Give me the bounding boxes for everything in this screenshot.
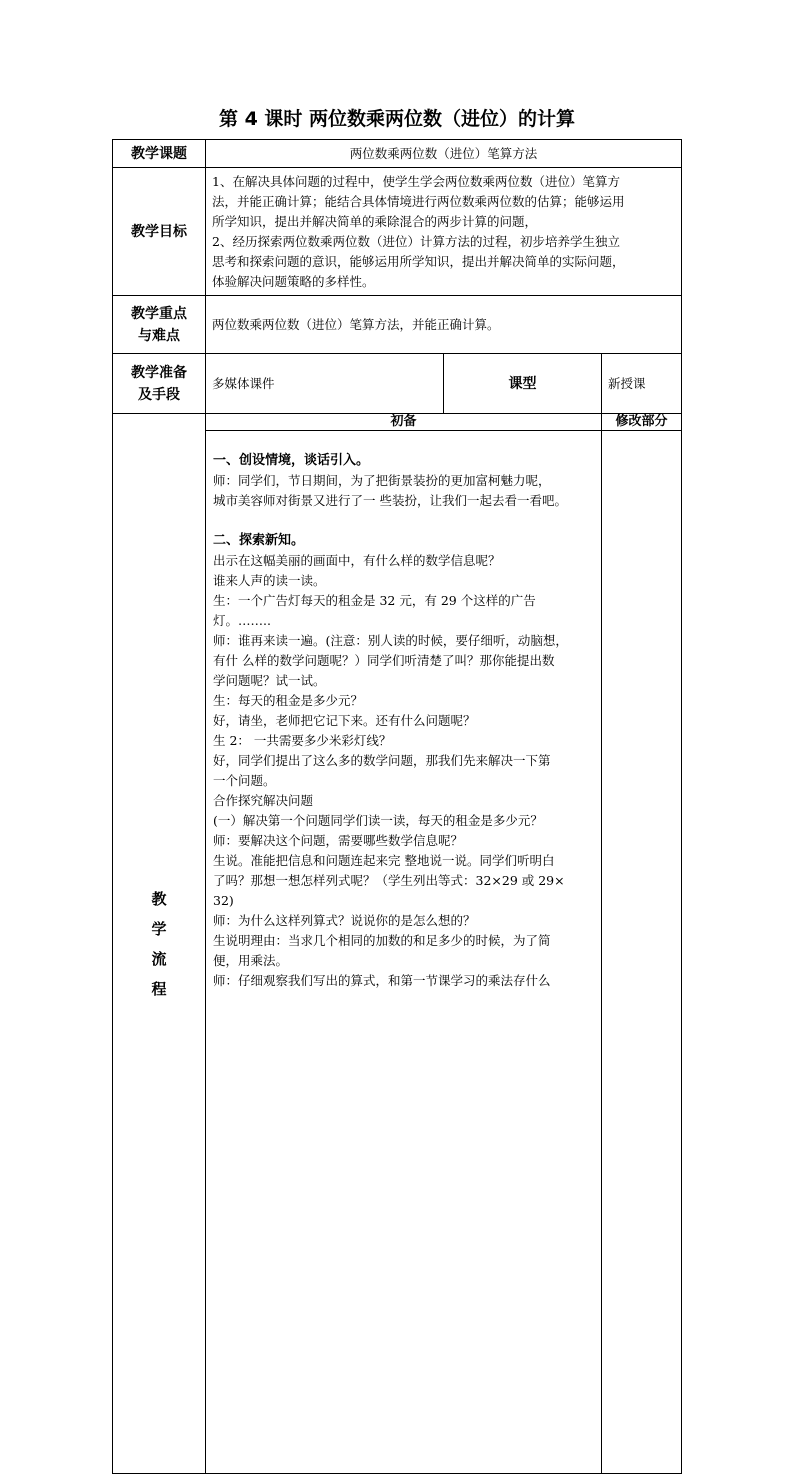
flow-line: 生：每天的租金是多少元？ (213, 693, 364, 708)
flow-label-char: 程 (151, 979, 167, 998)
revise-content (602, 431, 682, 1474)
flow-line: 生说。准能把信息和问题连起来完 整地说一说。同学们听明白 (213, 853, 555, 868)
goal-line: 法，并能正确计算；能结合具体情境进行两位数乘两位数的估算；能够运用 (212, 193, 625, 209)
flow-content (206, 431, 602, 1474)
section2-heading: 二、探索新知。 (213, 533, 305, 548)
table-row-prep (113, 354, 682, 414)
flow-line: 便，用乘法。 (213, 953, 289, 968)
flow-line: 有什 么样的数学问题呢？）同学们听清楚了叫？那你能提出数 (213, 653, 555, 668)
flow-line: (一）解决第一个问题同学们读一读，每天的租金是多少元？ (213, 813, 543, 828)
draft-header: 初备 (206, 414, 602, 431)
topic-value: 两位数乘两位数（进位）笔算方法 (206, 140, 682, 168)
flow-label (113, 414, 206, 1474)
goal-line: 2、经历探索两位数乘两位数（进位）计算方法的过程，初步培养学生独立 (212, 233, 620, 249)
type-label: 课型 (444, 354, 602, 414)
goal-label: 教学目标 (113, 168, 206, 296)
key-value: 两位数乘两位数（进位）笔算方法，并能正确计算。 (206, 296, 682, 354)
key-label (113, 296, 206, 354)
section1-heading: 一、创设情境，谈话引入。 (213, 453, 370, 468)
page-title: 第 4 课时 两位数乘两位数（进位）的计算 (218, 108, 576, 130)
type-value: 新授课 (602, 354, 682, 414)
table-row-flow-header (113, 414, 682, 431)
flow-line: 师：为什么这样列算式？说说你的是怎么想的？ (213, 913, 476, 928)
flow-line: 了吗？那想一想怎样列式呢？（学生列出等式：32×29 或 29× (213, 873, 565, 888)
goal-line: 体验解决问题策略的多样性。 (212, 273, 375, 289)
flow-label-char: 流 (151, 949, 167, 968)
table-row-goal (113, 168, 682, 296)
table-row-key (113, 296, 682, 354)
prep-label-line: 及手段 (138, 386, 180, 403)
flow-line: 师：要解决这个问题，需要哪些数学信息呢？ (213, 833, 464, 848)
flow-label-char: 学 (151, 919, 167, 938)
revise-header: 修改部分 (602, 414, 682, 431)
flow-line: 学问题呢？试一试。 (213, 673, 326, 688)
key-label-line: 教学重点 (131, 305, 187, 322)
flow-line: 师：谁再来读一遍。(注意：别人读的时候，要仔细听，动脑想， (213, 633, 568, 648)
flow-line: 师：仔细观察我们写出的算式，和第一节课学习的乘法存什么 (213, 973, 551, 988)
flow-line: 生说明理由：当求几个相同的加数的和足多少的时候，为了简 (213, 933, 551, 948)
goal-value (206, 168, 682, 296)
topic-label: 教学课题 (113, 140, 206, 168)
flow-line: 灯。…….. (213, 613, 271, 628)
flow-line: 生 2： 一共需要多少米彩灯线？ (213, 733, 392, 748)
flow-line: 出示在这幅美丽的画面中，有什么样的数学信息呢？ (213, 553, 501, 568)
spacer (213, 511, 596, 531)
flow-line: 师：同学们，节日期间，为了把街景装扮的更加富柯魅力呢， (213, 473, 551, 488)
prep-label (113, 354, 206, 414)
flow-line: 谁来人声的读一读。 (213, 573, 326, 588)
prep-value: 多媒体课件 (206, 354, 444, 414)
goal-line: 思考和探索问题的意识，能够运用所学知识，提出并解决简单的实际问题， (212, 253, 625, 269)
key-label-line: 与难点 (138, 327, 180, 344)
flow-line: 好，同学们提出了这么多的数学问题，那我们先来解决一下第 (213, 753, 551, 768)
goal-line: 所学知识，提出并解决简单的乘除混合的两步计算的问题， (212, 213, 538, 229)
flow-line: 城市美容师对街景又进行了一 些装扮，让我们一起去看一看吧。 (213, 493, 567, 508)
flow-line: 合作探究解决问题 (213, 793, 314, 808)
prep-label-line: 教学准备 (131, 364, 187, 381)
table-row-topic (113, 140, 682, 168)
flow-label-char: 教 (151, 889, 167, 908)
goal-line: 1、在解决具体问题的过程中，使学生学会两位数乘两位数（进位）笔算方 (212, 173, 620, 189)
flow-line: 32) (213, 893, 234, 908)
flow-line: 好，请坐，老师把它记下来。还有什么问题呢？ (213, 713, 476, 728)
flow-line: 一个问题。 (213, 773, 276, 788)
lesson-plan-table (112, 139, 682, 1474)
flow-line: 生：一个广告灯每天的租金是 32 元，有 29 个这样的广告 (213, 593, 536, 608)
